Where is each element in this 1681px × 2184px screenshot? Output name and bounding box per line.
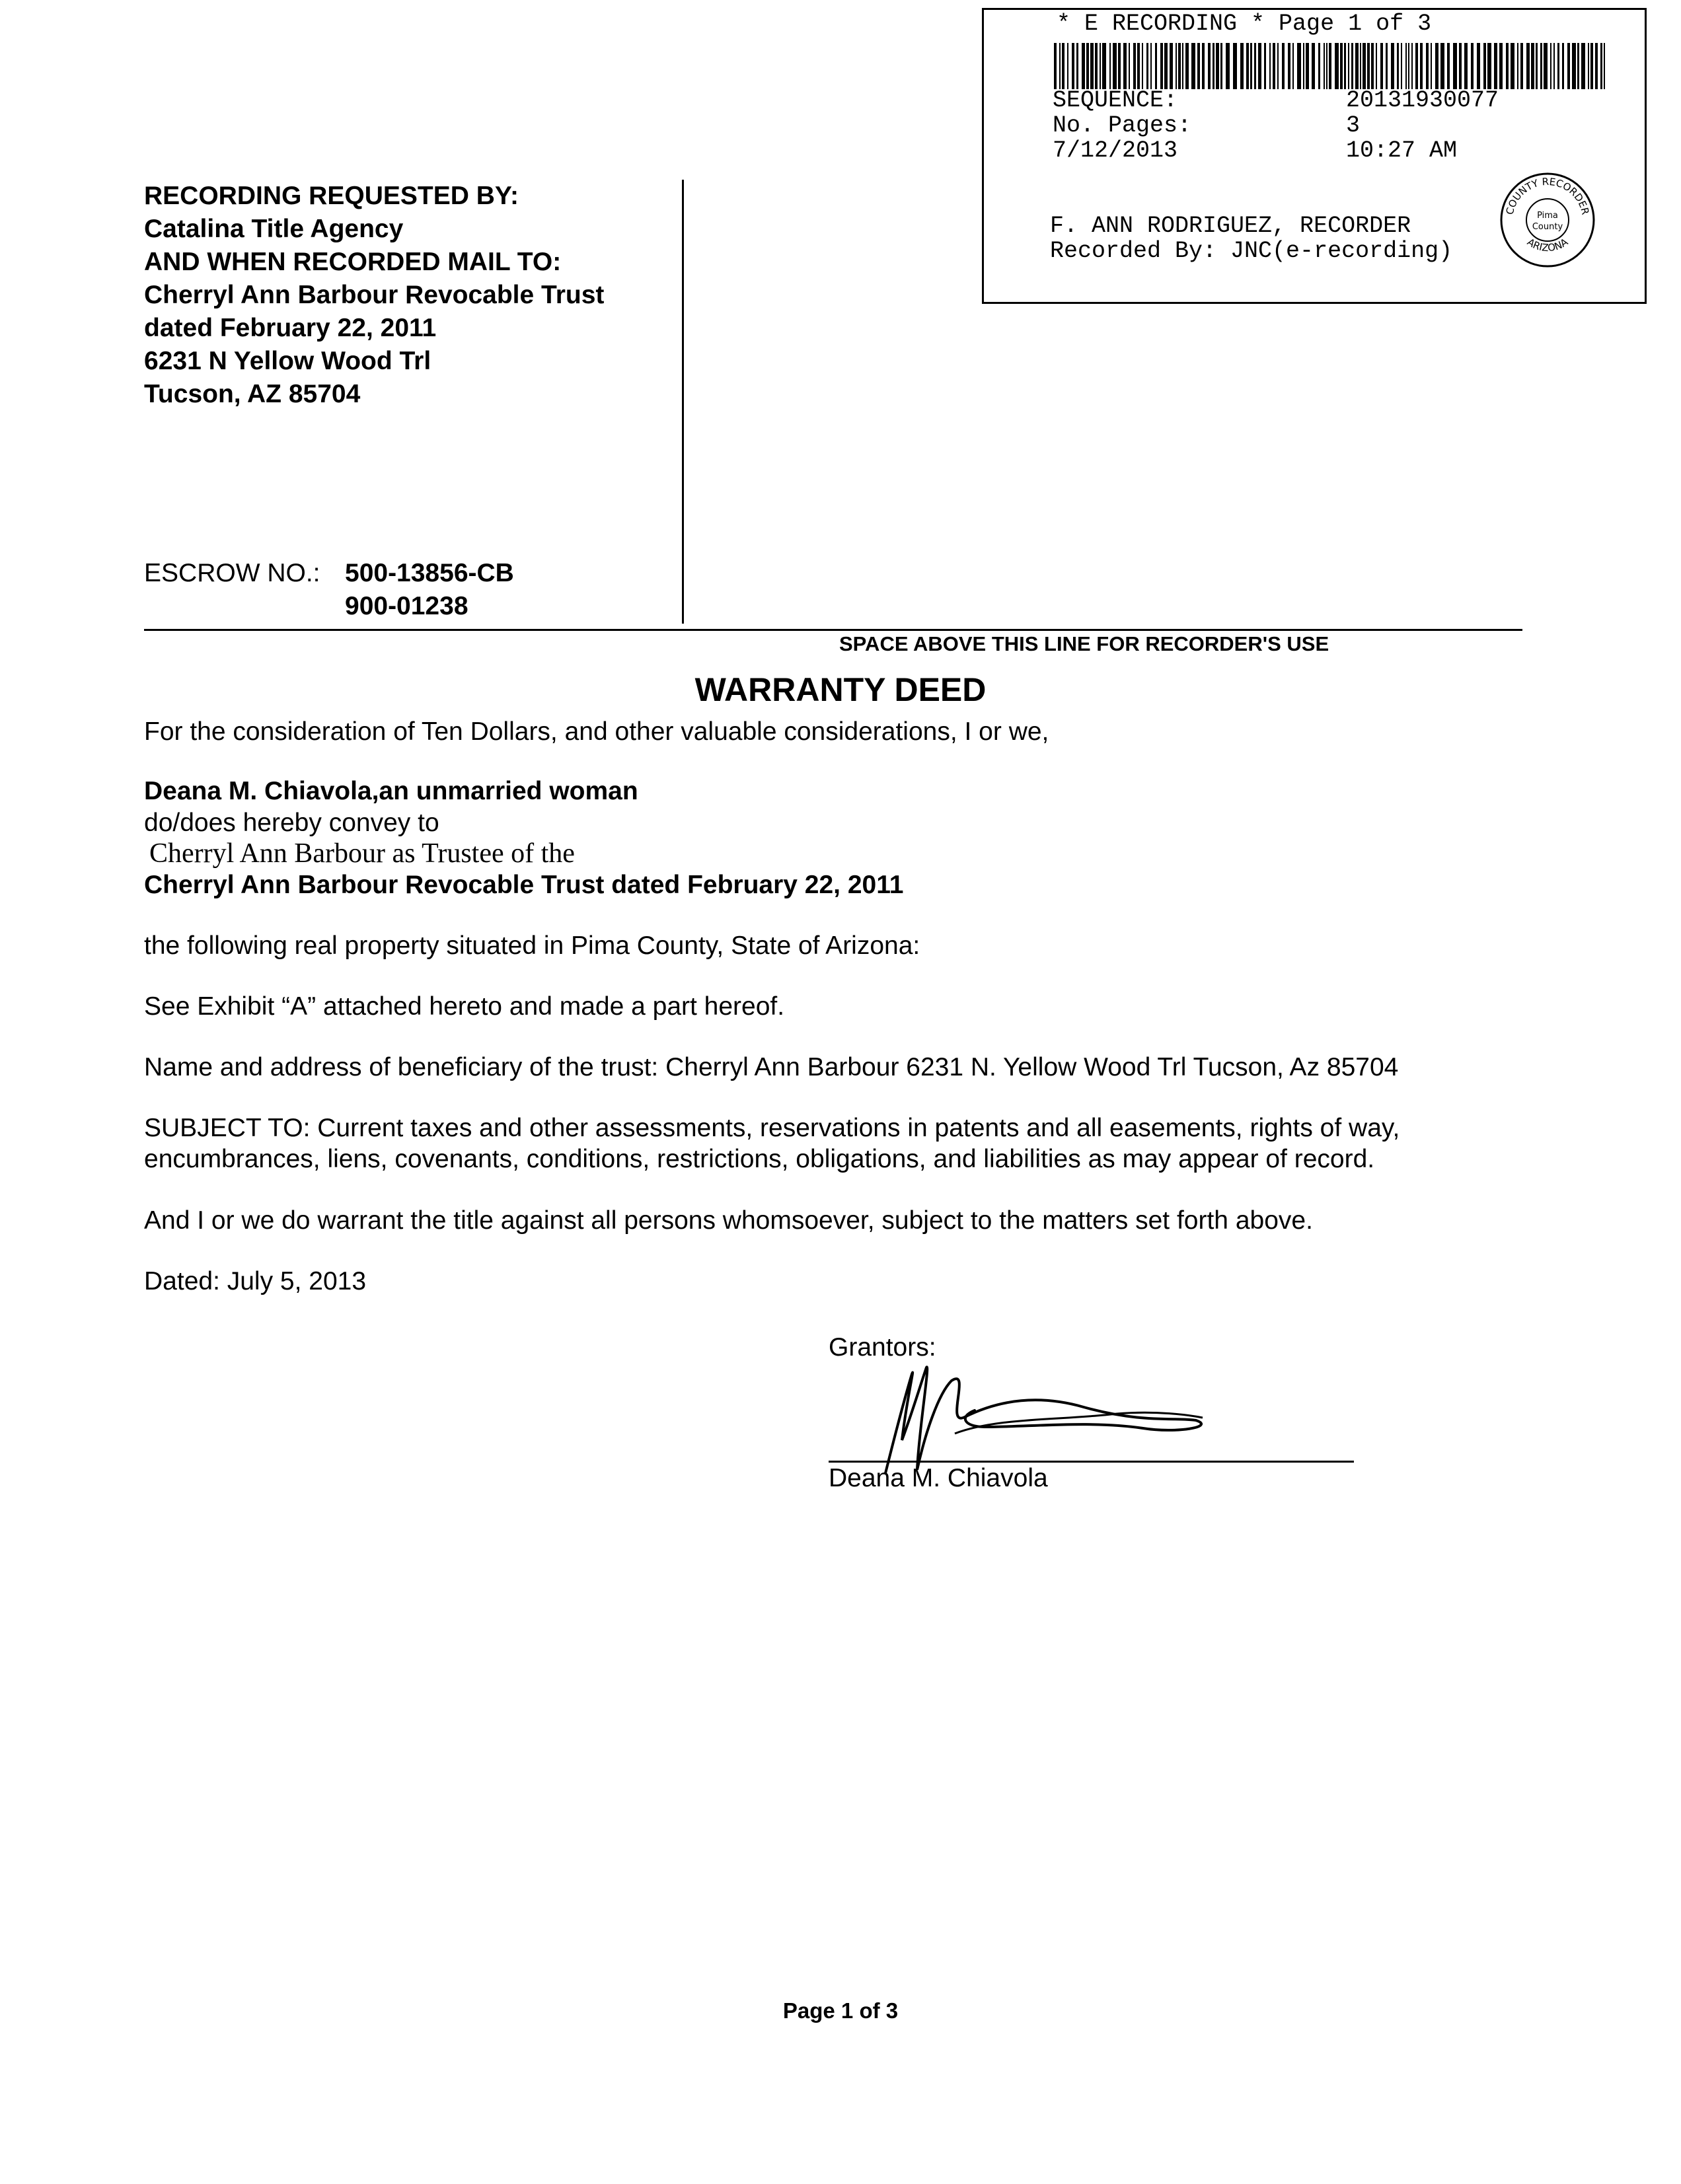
barcode-bar [1076, 43, 1078, 89]
barcode-bar [1082, 43, 1085, 89]
barcode-bar [1499, 43, 1503, 89]
barcode-bar [1494, 43, 1497, 89]
request-block-line: AND WHEN RECORDED MAIL TO: [144, 248, 562, 276]
barcode-bar [1109, 43, 1111, 89]
barcode-bar [1344, 43, 1346, 89]
barcode-bar [1197, 43, 1200, 89]
grantor-name: Deana M. Chiavola,an unmarried woman [144, 777, 638, 805]
barcode-bar [1303, 43, 1304, 89]
recorder-space-note: SPACE ABOVE THIS LINE FOR RECORDER'S USE [839, 632, 1329, 655]
seal-center-line-1: Pima [1537, 211, 1558, 221]
barcode-bar [1216, 43, 1219, 89]
request-block-line: RECORDING REQUESTED BY: [144, 182, 519, 210]
barcode-bar [1102, 43, 1106, 89]
barcode-bar [1360, 43, 1361, 89]
barcode-bar [1226, 43, 1230, 89]
warrant-text: And I or we do warrant the title against all persons whomsoever, subject to the matters set forth above. [144, 1206, 1313, 1235]
barcode-bar [1312, 43, 1315, 89]
barcode-bar [1415, 43, 1418, 89]
stamp-header: * E RECORDING * Page 1 of 3 [1057, 11, 1432, 37]
grantee-name: Cherryl Ann Barbour Revocable Trust dated February 22, 2011 [144, 871, 904, 899]
barcode-bar [1146, 43, 1148, 89]
recorder-space-rule [144, 629, 1522, 631]
barcode [1054, 43, 1605, 89]
signature-line [829, 1461, 1354, 1463]
request-block-line: dated February 22, 2011 [144, 314, 437, 342]
request-block-line: Cherryl Ann Barbour Revocable Trust [144, 281, 605, 309]
barcode-bar [1581, 43, 1585, 89]
barcode-bar [1059, 43, 1061, 89]
barcode-bar [1544, 43, 1548, 89]
consideration-text: For the consideration of Ten Dollars, and other valuable considerations, I or we, [144, 717, 1049, 746]
barcode-bar [1540, 43, 1542, 89]
barcode-bar [1254, 43, 1256, 89]
barcode-bar [1306, 43, 1309, 89]
barcode-bar [1562, 43, 1564, 89]
barcode-bar [1408, 43, 1409, 89]
subject-to-line-1: SUBJECT TO: Current taxes and other assessments, reservations in patents and all easements, rights of way, [144, 1114, 1400, 1142]
barcode-bar [1520, 43, 1523, 89]
barcode-bar [1178, 43, 1181, 89]
recorder-name: F. ANN RODRIGUEZ, RECORDER [1050, 213, 1411, 239]
barcode-bar [1355, 43, 1359, 89]
barcode-bar [1483, 43, 1486, 89]
seal-center-line-2: County [1532, 222, 1563, 232]
barcode-bar [1577, 43, 1579, 89]
barcode-bar [1367, 43, 1370, 89]
barcode-bar [1567, 43, 1570, 89]
barcode-bar [1590, 43, 1593, 89]
barcode-bar [1202, 43, 1205, 89]
barcode-bar [1326, 43, 1327, 89]
barcode-bar [1348, 43, 1349, 89]
barcode-bar [1113, 43, 1117, 89]
barcode-bar [1182, 43, 1183, 89]
escrow-number-1: 500-13856-CB [345, 559, 514, 587]
recording-request-block [144, 180, 604, 411]
barcode-bar [1090, 43, 1094, 89]
barcode-bar [1553, 43, 1555, 89]
barcode-bar [1363, 43, 1366, 89]
barcode-bar [1351, 43, 1353, 89]
pages-value: 3 [1346, 112, 1361, 139]
barcode-bar [1277, 43, 1279, 89]
barcode-bar [1250, 43, 1252, 89]
barcode-bar [1137, 43, 1140, 89]
barcode-bar [1371, 43, 1374, 89]
barcode-bar [1086, 43, 1089, 89]
pages-label: No. Pages: [1053, 112, 1192, 139]
barcode-bar [1297, 43, 1301, 89]
barcode-bar [1062, 43, 1065, 89]
seal-top-text: COUNTY RECORDER [1503, 175, 1592, 216]
escrow-number-2: 900-01238 [345, 592, 468, 620]
barcode-bar [1380, 43, 1383, 89]
seal-bottom-text: ARIZONA [1524, 236, 1571, 254]
barcode-bar [1220, 43, 1222, 89]
sequence-value: 20131930077 [1346, 87, 1499, 114]
barcode-bar [1453, 43, 1457, 89]
barcode-bar [1150, 43, 1152, 89]
barcode-bar [1557, 43, 1559, 89]
barcode-bar [1464, 43, 1468, 89]
barcode-bar [1604, 43, 1605, 89]
grantors-label: Grantors: [829, 1333, 936, 1362]
recording-date: 7/12/2013 [1053, 137, 1178, 164]
barcode-bar [1511, 43, 1514, 89]
barcode-bar [1600, 43, 1602, 89]
barcode-bar [1391, 43, 1394, 89]
barcode-bar [1170, 43, 1173, 89]
county-seal-icon [1498, 170, 1597, 270]
barcode-bar [1095, 43, 1098, 89]
barcode-bar [1133, 43, 1136, 89]
signer-name: Deana M. Chiavola [829, 1464, 1048, 1492]
barcode-bar [1176, 43, 1177, 89]
beneficiary-text: Name and address of beneficiary of the trust: Cherryl Ann Barbour 6231 N. Yellow Wood Trl Tucson, Az 85704 [144, 1053, 1399, 1081]
escrow-label: ESCROW NO.: [144, 559, 320, 587]
barcode-bar [1318, 43, 1320, 89]
convey-text: do/does hereby convey to [144, 809, 439, 837]
barcode-bar [1588, 43, 1589, 89]
barcode-bar [1335, 43, 1339, 89]
barcode-bar [1208, 43, 1211, 89]
barcode-bar [1435, 43, 1438, 89]
barcode-bar [1536, 43, 1538, 89]
barcode-bar [1054, 43, 1057, 89]
barcode-bar [1185, 43, 1189, 89]
trustee-line: Cherryl Ann Barbour as Trustee of the [149, 838, 575, 869]
barcode-bar [1340, 43, 1343, 89]
barcode-bar [1155, 43, 1157, 89]
barcode-bar [1258, 43, 1261, 89]
barcode-bar [1324, 43, 1325, 89]
vertical-divider [682, 180, 684, 624]
barcode-bar [1118, 43, 1121, 89]
barcode-bar [1477, 43, 1480, 89]
barcode-bar [1459, 43, 1462, 89]
barcode-bar [1164, 43, 1168, 89]
barcode-bar [1067, 43, 1068, 89]
barcode-bar [1213, 43, 1214, 89]
property-text: the following real property situated in Pima County, State of Arizona: [144, 931, 920, 960]
document-title: WARRANTY DEED [694, 671, 987, 708]
barcode-bar [1386, 43, 1388, 89]
request-block-line: Catalina Title Agency [144, 215, 404, 243]
barcode-bar [1447, 43, 1450, 89]
barcode-bar [1329, 43, 1331, 89]
barcode-bar [1123, 43, 1127, 89]
dated-text: Dated: July 5, 2013 [144, 1267, 367, 1295]
barcode-bar [1264, 43, 1266, 89]
page-number: Page 1 of 3 [782, 1998, 899, 2023]
barcode-bar [1273, 43, 1275, 89]
barcode-bar [1246, 43, 1249, 89]
barcode-bar [1401, 43, 1402, 89]
barcode-bar [1292, 43, 1294, 89]
request-block-line: Tucson, AZ 85704 [144, 380, 361, 408]
barcode-bar [1233, 43, 1237, 89]
recording-time: 10:27 AM [1346, 137, 1458, 164]
barcode-bar [1471, 43, 1474, 89]
barcode-bar [1440, 43, 1444, 89]
barcode-bar [1397, 43, 1399, 89]
barcode-bar [1100, 43, 1101, 89]
barcode-bar [1550, 43, 1551, 89]
barcode-bar [1531, 43, 1534, 89]
recorder-stamp [982, 8, 1647, 304]
barcode-bar [1526, 43, 1530, 89]
barcode-bar [1269, 43, 1271, 89]
barcode-bar [1431, 43, 1432, 89]
sequence-label: SEQUENCE: [1053, 87, 1178, 114]
barcode-bar [1072, 43, 1074, 89]
barcode-bar [1240, 43, 1244, 89]
recorded-by: Recorded By: JNC(e-recording) [1050, 238, 1453, 264]
barcode-bar [1282, 43, 1285, 89]
barcode-bar [1572, 43, 1576, 89]
barcode-bar [1405, 43, 1407, 89]
barcode-bar [1420, 43, 1423, 89]
request-block-line: 6231 N Yellow Wood Trl [144, 347, 431, 375]
exhibit-text: See Exhibit “A” attached hereto and made a part hereof. [144, 992, 785, 1021]
barcode-bar [1142, 43, 1143, 89]
barcode-bar [1191, 43, 1195, 89]
barcode-bar [1411, 43, 1413, 89]
barcode-bar [1487, 43, 1491, 89]
barcode-bar [1376, 43, 1377, 89]
barcode-bar [1160, 43, 1163, 89]
barcode-bar [1288, 43, 1290, 89]
barcode-bar [1595, 43, 1598, 89]
subject-to-line-2: encumbrances, liens, covenants, conditions, restrictions, obligations, and liabilities as may appear of record. [144, 1145, 1375, 1173]
barcode-bar [1506, 43, 1509, 89]
barcode-bar [1426, 43, 1429, 89]
barcode-bar [1517, 43, 1518, 89]
barcode-bar [1129, 43, 1130, 89]
